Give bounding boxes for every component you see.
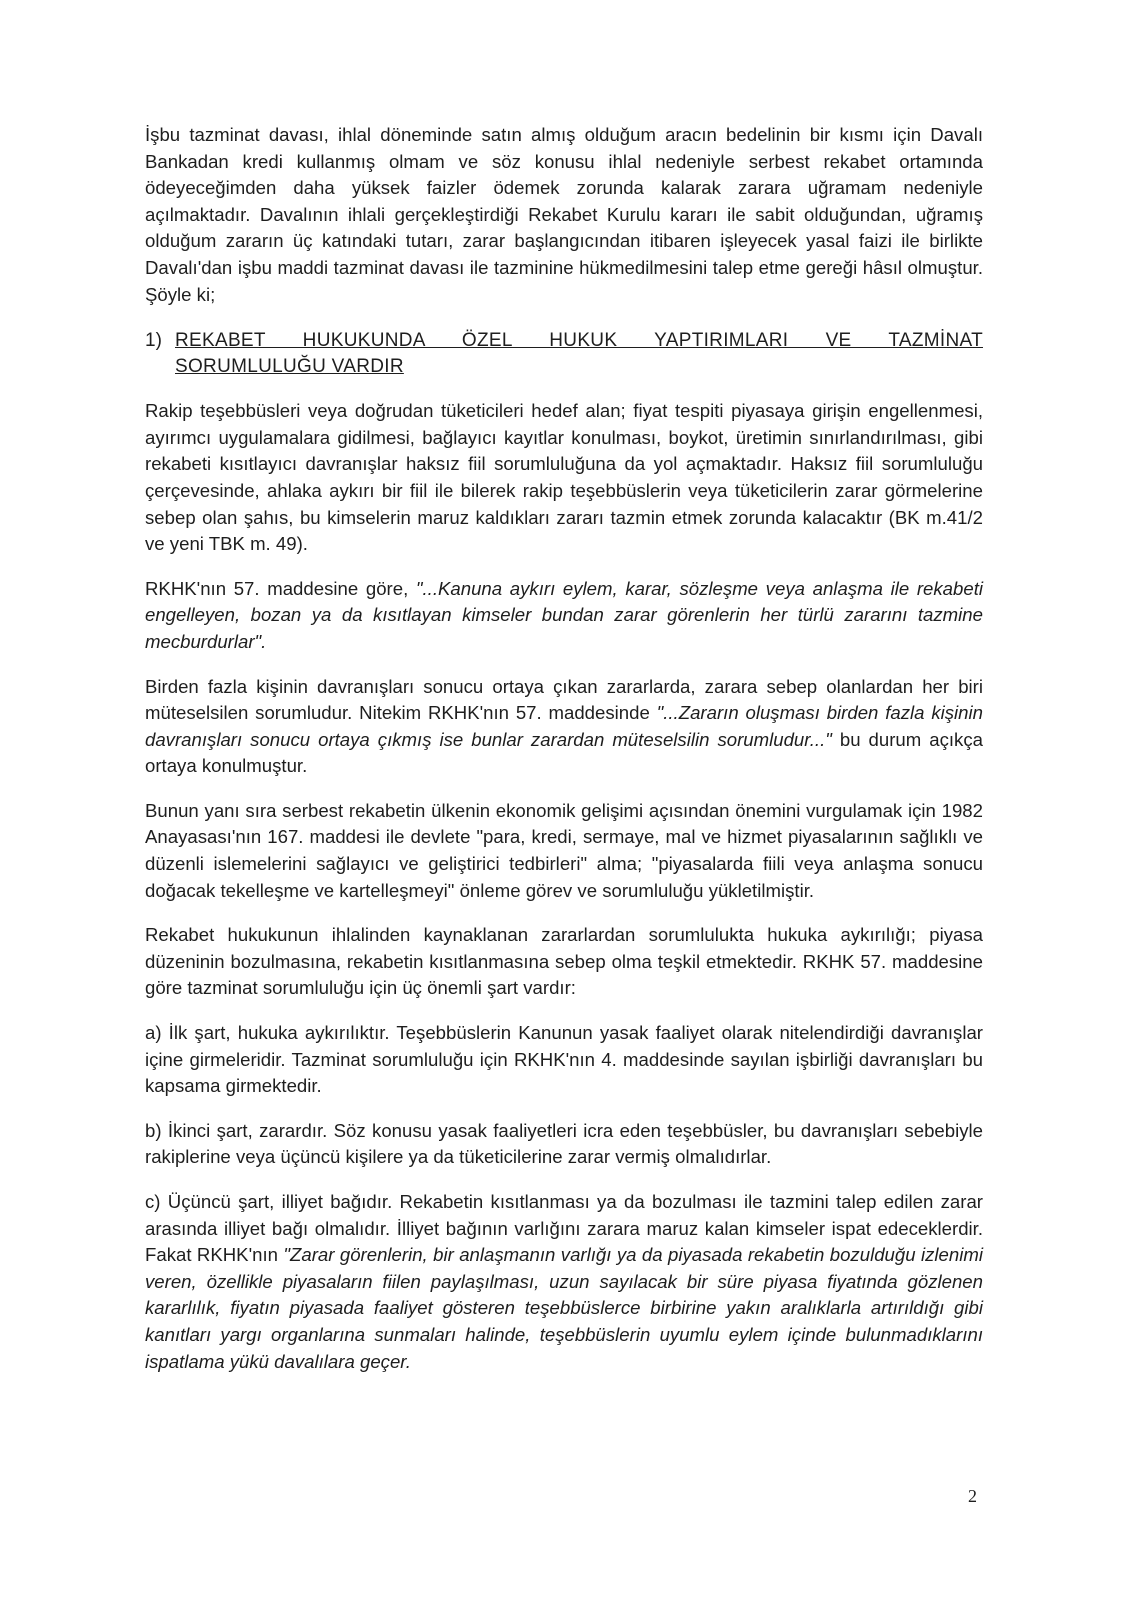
page-number: 2 xyxy=(968,1486,977,1506)
article-57-lead: RKHK'nın 57. maddesine göre, xyxy=(145,577,416,599)
condition-c xyxy=(145,1189,983,1375)
article-57-quote: "...Kanuna aykırı eylem, karar, sözleşme veya anlaşma ile rekabeti engelleyen, bozan ya da kısıtlayan kimseler bundan zarar görenlerin her türlü zararını tazmine mecburdurlar". xyxy=(145,577,983,652)
condition-c-lead: c) Üçüncü şart, illiyet bağıdır. Rekabetin kısıtlanması ya da bozulması ile tazmini talep edilen zarar arasında illiyet bağı olmalıdır. İlliyet bağının varlığını zarara maruz kalan kimseler ispat edeceklerdir. Fakat RKHK'nın xyxy=(145,1191,983,1266)
paragraph-joint-liability xyxy=(145,674,983,780)
paragraph-constitution: Bunun yanı sıra serbest rekabetin ülkenin ekonomik gelişimi açısından önemini vurgulamak için 1982 Anayasası'nın 167. maddesi ile devlete "para, kredi, sermaye, mal ve hizmet piyasalarının sağlıklı ve düzenli islemelerini sağlayıcı ve geliştirici tedbirleri" alma; "piyasalarda fiili veya anlaşma sonucu doğacak tekelleşme ve kartelleşmeyi" önleme görev ve sorumluluğu yükletilmiştir. xyxy=(145,799,983,901)
intro-paragraph: İşbu tazminat davası, ihlal döneminde satın almış olduğum aracın bedelinin bir kısmı için Davalı Bankadan kredi kullanmış olmam ve söz konusu ihlal nedeniyle serbest rekabet ortamında ödeyeceğimden daha yüksek faizler ödemek zorunda kalarak zarara uğramam nedeniyle açılmaktadır. Davalının ihlali gerçekleştirdiği Rekabet Kurulu kararı ile sabit olduğundan, uğramış olduğum zararın üç katındaki tutarı, zarar başlangıcından itibaren işleyecek yasal faizi ile birlikte Davalı'dan işbu maddi tazminat davası ile tazminine hükmedilmesini talep etme gereği hâsıl olmuştur. Şöyle ki; xyxy=(145,124,983,305)
paragraph-conditions: Rekabet hukukunun ihlalinden kaynaklanan zararlardan sorumlulukta hukuka aykırılığı; piyasa düzeninin bozulmasına, rekabetin kısıtlanmasına sebep olma teşkil etmektedir. RKHK 57. maddesine göre tazminat sorumluluğu için üç önemli şart vardır: xyxy=(145,924,983,999)
section-title-line2: SORUMLULUĞU VARDIR xyxy=(175,356,404,378)
paragraph-tort-liability: Rakip teşebbüsleri veya doğrudan tüketicileri hedef alan; fiyat tespiti piyasaya girişin engellenmesi, ayırımcı uygulamalara gidilmesi, bağlayıcı kayıtlar konulması, boykot, üretimin sınırlandırılması, gibi rekabeti kısıtlayıcı davranışlar haksız fiil sorumluluğuna da yol açmaktadır. Haksız fiil sorumluluğu çerçevesinde, ahlaka aykırı bir fiil ile bilerek rakip teşebbüslerin veya tüketicilerin zarar görmelerine sebep olan şahıs, bu kimselerin maruz kaldıkları zararı tazmin etmek zorunda kalacaktır (BK m.41/2 ve yeni TBK m. 49). xyxy=(145,400,983,555)
joint-liability-quote: "...Zararın oluşması birden fazla kişinin davranışları sonucu ortaya çıkmış ise bunlar zarardan müteselsilin sorumludur..." xyxy=(145,702,983,750)
condition-c-quote: "Zarar görenlerin, bir anlaşmanın varlığı ya da piyasada rekabetin bozulduğu izlenimi veren, özellikle piyasaların fiilen paylaşılması, uzun sayılacak bir süre piyasa fiyatında gözlenen kararlılık, fiyatın piyasada faaliyet gösteren teşebbüslerce birbirine yakın aralıklarla artırıldığı gibi kanıtları yargı organlarına sunmaları halinde, teşebbüslerin uyumlu eylem içinde bulunmadıklarını ispatlama yükü davalılara geçer. xyxy=(145,1244,983,1372)
condition-b: b) İkinci şart, zarardır. Söz konusu yasak faaliyetleri icra eden teşebbüsler, bu davranışları sebebiyle rakiplerine veya üçüncü kişilere ya da tüketicilerine zarar vermiş olmalıdırlar. xyxy=(145,1119,983,1168)
joint-liability-tail: bu durum açıkça ortaya konulmuştur. xyxy=(145,728,983,777)
section-heading xyxy=(145,328,983,380)
joint-liability-lead: Birden fazla kişinin davranışları sonucu ortaya çıkan zararlarda, zarara sebep olanlardan her biri müteselsilen sorumludur. Nitekim RKHK'nın 57. maddesinde xyxy=(145,675,983,724)
paragraph-article-57 xyxy=(145,576,983,656)
condition-a: a) İlk şart, hukuka aykırılıktır. Teşebbüslerin Kanunun yasak faaliyet olarak nitelendirdiği davranışlar içine girmeleridir. Tazminat sorumluluğu için RKHK'nın 4. maddesinde sayılan işbirliği davranışları bu kapsama girmektedir. xyxy=(145,1022,983,1097)
section-title xyxy=(175,328,983,380)
document-body xyxy=(145,122,983,1375)
section-number: 1) xyxy=(145,330,162,352)
section-title-line1: REKABET HUKUKUNDA ÖZEL HUKUK YAPTIRIMLARI VE TAZMİNAT xyxy=(175,330,983,352)
